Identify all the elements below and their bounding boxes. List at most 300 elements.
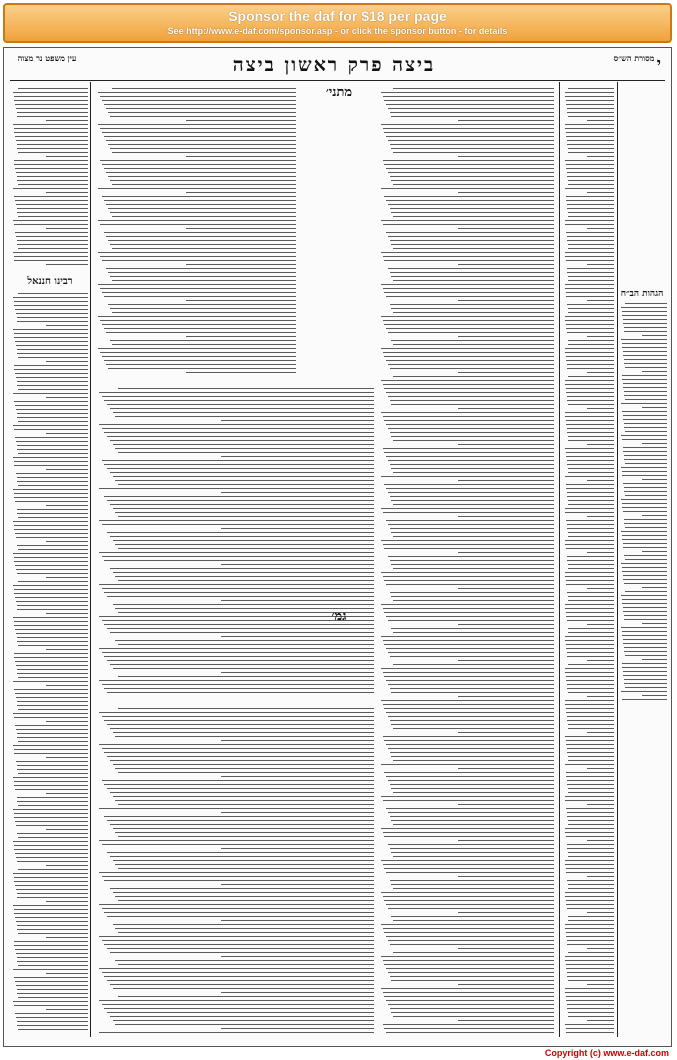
text-line [568,600,614,601]
text-line [386,136,554,137]
text-line [100,288,296,289]
text-line [386,712,554,713]
text-line [102,556,374,557]
text-line [624,491,667,492]
text-line [624,363,667,364]
text-line [458,1020,554,1021]
text-line [390,176,555,177]
text-line [642,371,667,372]
text-line [18,773,88,774]
text-line [587,336,615,337]
text-line [624,427,667,428]
text-line [566,872,614,873]
text-line [587,912,615,913]
text-line [621,467,667,468]
text-line [393,344,554,345]
text-line [381,988,554,989]
text-line [221,992,374,993]
text-line [567,464,614,465]
text-line [14,689,88,690]
text-line [102,196,296,197]
text-line [14,497,88,498]
text-line [110,760,374,761]
text-line [108,144,296,145]
text-line [102,844,374,845]
text-line [102,1004,374,1005]
text-line [15,821,88,822]
text-line [386,904,554,905]
text-line [568,856,614,857]
text-line [17,445,88,446]
text-line [624,331,667,332]
text-line [16,953,88,954]
text-line [118,996,374,997]
text-line [221,956,374,957]
text-line [386,648,554,649]
text-line [622,667,667,668]
text-line [13,457,88,458]
text-line [625,431,667,432]
text-line [186,156,296,157]
text-line [567,848,614,849]
text-line [18,184,88,185]
text-line [16,729,88,730]
text-line [458,336,554,337]
text-line [14,260,88,261]
text-line [624,619,667,620]
text-line [14,525,88,526]
text-line [625,495,667,496]
text-line [566,644,615,645]
text-line [15,437,88,438]
text-line [622,311,667,312]
column-divider [617,82,618,1037]
text-line [458,552,554,553]
text-line [388,524,554,525]
text-line [567,620,615,621]
text-line [565,636,615,637]
text-line [567,204,615,205]
text-line [567,752,614,753]
text-line [381,540,554,541]
text-line [46,156,88,157]
text-line [14,909,88,910]
text-line [390,848,555,849]
text-line [623,675,667,676]
text-line [107,820,374,821]
text-line [622,603,667,604]
text-line [112,184,296,185]
text-line [17,701,88,702]
text-line [565,988,615,989]
text-line [104,944,374,945]
text-line [621,499,667,500]
text-line [16,441,88,442]
text-line [568,440,614,441]
text-line [15,104,88,105]
text-line [106,332,296,333]
text-line [393,920,554,921]
text-line [17,989,88,990]
text-line [110,792,374,793]
text-line [565,512,614,513]
text-line [458,516,554,517]
text-line [388,748,554,749]
text-line [624,455,667,456]
text-line [15,853,88,854]
text-line [390,592,555,593]
text-line [99,520,374,521]
text-line [115,512,374,513]
text-line [458,624,554,625]
text-line [568,632,614,633]
text-line [567,748,615,749]
text-line [13,489,88,490]
text-line [565,928,614,929]
text-line [221,456,374,457]
text-line [16,601,88,602]
text-line [115,832,374,833]
text-line [566,520,614,521]
text-line [115,768,374,769]
text-line [388,684,554,685]
text-line [102,356,296,357]
text-line [17,637,88,638]
mesoret-hashas-title: מסורת הש״ס [613,53,655,63]
text-line [102,396,374,397]
text-line [386,1000,554,1001]
text-line [624,683,667,684]
text-line [104,592,374,593]
text-line [623,483,667,484]
text-line [388,1004,554,1005]
text-line [221,492,374,493]
text-line [381,476,554,477]
text-line [383,160,555,161]
text-line [625,559,667,560]
text-line [565,608,614,609]
text-line [102,460,374,461]
text-line [17,1021,88,1022]
text-line [384,548,554,549]
text-line [17,449,88,450]
text-line [386,328,554,329]
text-line [17,349,88,350]
text-line [384,1028,554,1029]
text-line [390,528,555,529]
text-line [625,367,667,368]
text-line [17,413,88,414]
text-line [567,592,614,593]
text-line [384,388,554,389]
text-line [17,769,88,770]
text-line [17,765,88,766]
text-line [621,307,667,308]
text-line [16,345,88,346]
text-line [386,168,554,169]
text-line [108,368,296,369]
text-line [110,952,374,953]
text-line [113,604,374,605]
text-line [108,208,296,209]
copyright-link[interactable]: Copyright (c) www.e-daf.com [544,1048,669,1058]
text-line [388,460,554,461]
text-line [98,348,296,349]
text-line [383,640,555,641]
text-line [565,160,614,161]
text-line [567,656,614,657]
text-line [390,496,555,497]
text-line [623,607,667,608]
text-line [393,568,554,569]
text-line [568,788,615,789]
text-line [17,144,88,145]
text-line [388,908,554,909]
text-line [108,176,296,177]
text-line [391,116,554,117]
text-line [118,932,374,933]
text-line [107,724,374,725]
text-line [221,740,374,741]
text-line [623,383,667,384]
text-line [221,776,374,777]
text-line [221,420,374,421]
text-line [115,576,374,577]
text-line [391,820,554,821]
text-line [568,148,615,149]
text-line [46,325,88,326]
text-line [388,268,554,269]
text-line [384,900,554,901]
text-line [14,945,88,946]
text-line [383,512,555,513]
text-line [46,397,88,398]
text-line [566,808,614,809]
text-line [17,897,88,898]
text-line [17,673,88,674]
text-line [99,1000,374,1001]
text-line [102,292,296,293]
text-line [186,300,296,301]
text-line [393,504,554,505]
text-line [565,384,614,385]
text-line [624,395,667,396]
text-line [386,456,554,457]
text-line [14,813,88,814]
text-line [567,496,614,497]
text-line [99,808,374,809]
text-line [567,432,614,433]
text-line [568,564,615,565]
text-line [221,672,374,673]
text-line [386,680,554,681]
text-line [567,816,614,817]
text-line [384,452,554,453]
text-line [642,443,667,444]
text-line [14,369,88,370]
text-line [17,1025,88,1026]
text-line [393,728,554,729]
text-line [567,364,615,365]
text-line [381,316,554,317]
text-line [568,404,615,405]
text-line [384,132,554,133]
text-line [112,312,296,313]
text-line [386,744,554,745]
text-line [568,276,615,277]
text-line [587,264,615,265]
text-line [622,475,667,476]
text-line [388,620,554,621]
text-line [99,488,374,489]
text-line [386,584,554,585]
text-line [17,317,88,318]
text-line [18,293,88,294]
text-line [388,780,554,781]
text-line [110,180,296,181]
text-line [567,236,615,237]
text-line [568,888,614,889]
text-line [565,284,615,285]
text-line [46,829,88,830]
text-line [106,172,296,173]
text-line [14,845,88,846]
text-line [17,477,88,478]
text-line [14,781,88,782]
text-line [623,611,667,612]
text-line [115,736,374,737]
text-line [621,435,667,436]
text-line [381,860,554,861]
text-line [386,488,554,489]
text-line [13,777,88,778]
text-line [390,880,555,881]
text-line [14,461,88,462]
text-line [46,505,88,506]
text-line [107,948,374,949]
sponsor-banner[interactable] [3,3,672,43]
text-line [458,732,554,733]
text-line [13,969,88,970]
text-line [384,868,554,869]
text-line [16,665,88,666]
text-line [110,148,296,149]
text-line [16,537,88,538]
text-line [391,564,554,565]
text-line [568,820,615,821]
text-line [113,572,374,573]
text-line [568,724,615,725]
text-line [99,744,374,745]
text-line [46,433,88,434]
text-line [622,631,667,632]
text-line [118,388,374,389]
text-line [566,232,614,233]
text-line [383,288,555,289]
text-line [568,532,615,533]
text-line [587,480,615,481]
text-line [15,1013,88,1014]
text-line [16,473,88,474]
text-line [14,657,88,658]
text-line [567,400,614,401]
text-line [568,472,614,473]
text-line [642,407,667,408]
text-line [568,212,615,213]
text-line [587,444,615,445]
text-line [16,377,88,378]
text-line [106,268,296,269]
mishna-label: מתני׳ [325,85,353,100]
text-line [565,736,614,737]
text-line [565,416,614,417]
text-line [623,323,667,324]
text-line [18,805,88,806]
text-line [625,591,667,592]
text-line [567,908,615,909]
text-line [14,160,88,161]
text-line [388,972,554,973]
text-line [18,248,88,249]
text-line [458,660,554,661]
text-line [104,752,374,753]
text-line [99,968,374,969]
text-line [110,116,296,117]
text-line [186,120,296,121]
text-line [110,440,374,441]
text-line [566,452,615,453]
text-line [14,128,88,129]
text-line [587,840,615,841]
text-line [110,244,296,245]
text-line [458,228,554,229]
text-line [13,585,88,586]
text-line [46,1009,88,1010]
text-line [565,796,615,797]
text-line [108,240,296,241]
text-line [17,417,88,418]
text-line [624,615,667,616]
text-line [621,531,667,532]
text-line [118,836,374,837]
text-line [15,917,88,918]
text-line [383,864,555,865]
text-line [100,128,296,129]
text-line [567,176,614,177]
sponsor-subtitle: See http://www.e-daf.com/sponsor.asp - or click the sponsor button - for details [167,26,508,36]
text-line [115,416,374,417]
text-line [18,581,88,582]
text-line [14,96,88,97]
text-line [113,444,374,445]
text-line [13,905,88,906]
text-line [393,856,554,857]
text-line [14,365,88,366]
text-line [16,633,88,634]
text-line [567,716,615,717]
text-line [186,372,296,373]
text-line [17,148,88,149]
text-line [621,691,667,692]
text-line [384,356,554,357]
text-line [565,380,615,381]
text-line [623,643,667,644]
text-line [565,252,615,253]
text-line [568,728,614,729]
text-line [13,92,88,93]
text-line [566,648,614,649]
text-line [458,192,554,193]
